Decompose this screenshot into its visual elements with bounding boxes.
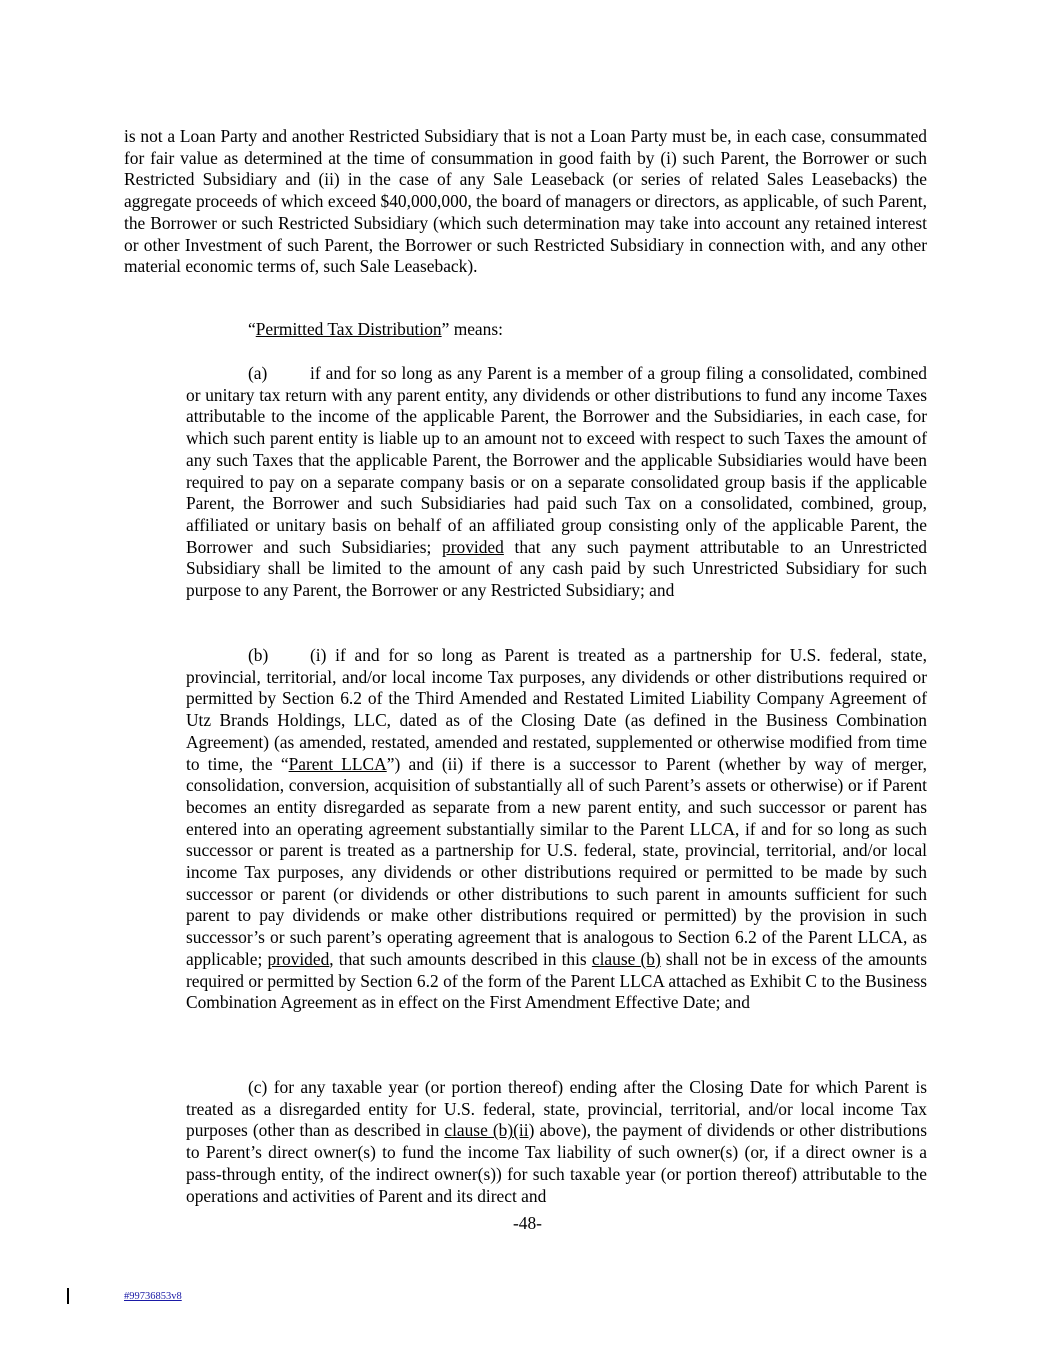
clause-c-reference: clause (b)(ii — [444, 1120, 529, 1141]
clause-a-provided: provided — [442, 536, 504, 557]
clause-b-text-4: shall not be in excess of the amounts required or permitted by Section 6.2 of the form of the Parent LLCA attached as Exhibit C to the Business Combination Agreement as in effect on the First Amendment Effective Date; and — [186, 948, 928, 1013]
clause-c — [186, 1077, 927, 1207]
clause-b-reference: clause (b) — [591, 948, 661, 969]
clause-b-label: (b) — [248, 645, 269, 665]
intro-paragraph: is not a Loan Party and another Restricted Subsidiary that is not a Loan Party must be, in each case, consummated for fair value as determined at the time of consummation in good faith by (i) such Parent, the Borrower or such Restricted Subsidiary and (ii) in the case of any Sale Leaseback (or series of related Sales Leasebacks) the aggregate proceeds of which exceed $40,000,000, the board of managers or directors, as applicable, of such Parent, the Borrower or such Restricted Subsidiary (which such determination may take into account any retained interest or other Investment of such Parent, the Borrower or such Restricted Subsidiary in connection with, and any other material economic terms of, such Sale Leaseback). — [124, 126, 927, 277]
clause-c-text-1: (c) for any taxable year (or portion thereof) ending after the Closing Date for which Parent is treated as a disregarded entity for U.S. federal, state, provincial, territorial, and/or local income Tax purposes (other than as described in — [186, 1077, 927, 1141]
clause-b-text-3: , that such amounts described in this — [329, 948, 592, 969]
clause-a-text-1: if and for so long as any Parent is a member of a group filing a consolidated, combined or unitary tax return with any parent entity, any dividends or other distributions to fund any income Taxes attributable to the income of the applicable Parent, the Borrower and the Subsidiaries, in each case, for which such parent entity is liable up to an amount not to exceed with respect to such Taxes the amount of any such Taxes that the applicable Parent, the Borrower and the applicable Subsidiaries would have been required to pay on a separate company basis or on a separate consolidated group basis if the applicable Parent, the Borrower and such Subsidiaries had paid such Tax on a consolidated, combined, group, affiliated or unitary basis on behalf of an affiliated group consisting only of the applicable Parent, the Borrower and such Subsidiaries; — [186, 363, 927, 557]
parent-llca-term: Parent LLCA — [288, 753, 387, 774]
clause-c-text-2: ) above), the payment of dividends or other distributions to Parent’s direct owner(s) to fund the income Tax liability of such owner(s) (or, if a direct owner is a pass-through entity, of the indirect owner(s)) for such taxable year (or portion thereof) attributable to the operations and activities of Parent and its direct and — [186, 1120, 927, 1206]
page-number: -48- — [513, 1213, 542, 1233]
clause-a — [186, 363, 927, 602]
revision-change-bar — [67, 1288, 69, 1304]
definition-heading — [248, 319, 503, 341]
clause-a-text-2: that any such payment attributable to an Unrestricted Subsidiary shall be limited to the amount of any cash paid by such Unrestricted Subsidiary for such purpose to any Parent, the Borrower or any Restricted Subsidiary; and — [186, 536, 927, 601]
definition-suffix: ” means: — [441, 319, 503, 339]
clause-b-text-1: (i) if and for so long as Parent is treated as a partnership for U.S. federal, state, provincial, territorial, and/or local income Tax purposes, any dividends or other distributions required or permitted by Section 6.2 of the Third Amended and Restated Limited Liability Company Agreement of Utz Brands Holdings, LLC, dated as of the Closing Date (as defined in the Business Combination Agreement) (as amended, restated, amended and restated, supplemented or otherwise modified from time to time, the “ — [186, 645, 927, 774]
clause-b — [186, 645, 927, 1014]
clause-a-label: (a) — [248, 363, 268, 383]
clause-b-provided: provided — [267, 948, 330, 969]
defined-term: Permitted Tax Distribution — [255, 319, 442, 339]
definition-open-quote: “ — [248, 319, 256, 339]
clause-b-text-2: ”) and (ii) if there is a successor to Parent (whether by way of merger, consolidation, conversion, acquisition of substantially all of such Parent’s assets or otherwise) or if Parent becomes an entity disregarded as separate from a new parent entity, and such successor or parent has entered into an operating agreement substantially similar to the Parent LLCA, if and for so long as such successor or parent is treated as a partnership for U.S. federal, state, provincial, territorial, and/or local income Tax purposes, any dividends or other distributions required or permitted to be made by such successor or parent (or dividends or other distributions to such parent in amounts sufficient for such parent to pay dividends or make other distributions required or permitted) by the provision in such successor’s or such parent’s operating agreement that is analogous to Section 6.2 of the Parent LLCA, as applicable; — [186, 753, 928, 969]
document-id-link[interactable]: #99736853v8 — [124, 1291, 182, 1302]
